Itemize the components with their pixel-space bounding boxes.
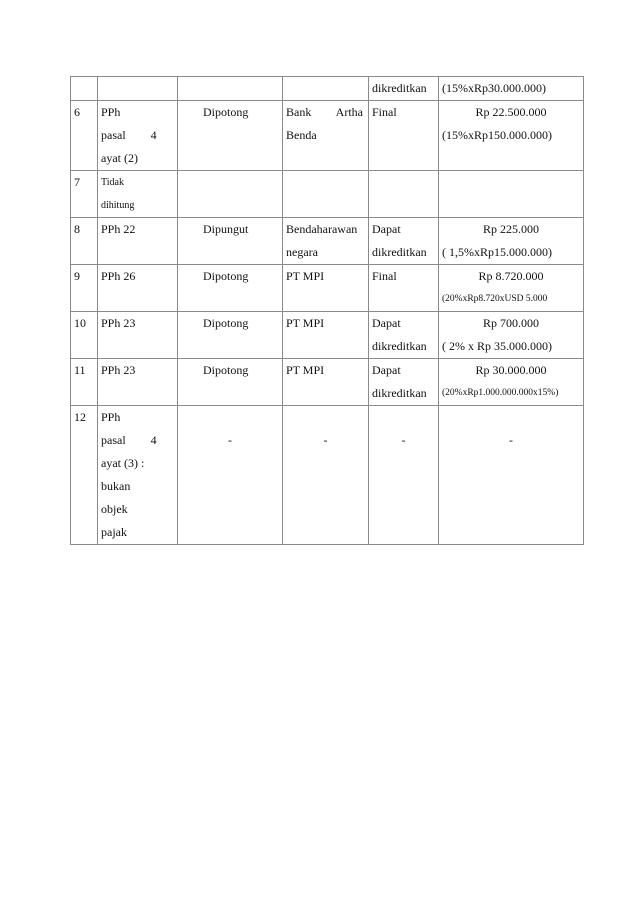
tax-type-text: pajak xyxy=(101,525,127,539)
cell-no xyxy=(71,359,98,406)
withholder-text: Bendaharawan xyxy=(286,222,358,236)
cell-jenis xyxy=(98,265,178,312)
cell-nilai xyxy=(439,218,584,265)
cell-status xyxy=(369,77,439,101)
amount-detail: ( 2% x Rp 35.000.000) xyxy=(442,339,552,353)
amount-detail: (15%xRp30.000.000) xyxy=(442,81,546,95)
tax-type-text: pasal 4 xyxy=(101,433,157,447)
cell-perlakuan xyxy=(178,406,283,545)
cell-pemotong xyxy=(283,171,369,218)
cell-jenis xyxy=(98,359,178,406)
status-text: Dapat xyxy=(372,316,401,330)
cell-pemotong xyxy=(283,359,369,406)
cell-perlakuan xyxy=(178,265,283,312)
withholder-text: PT MPI xyxy=(286,363,325,377)
tax-type-text: PPh 23 xyxy=(101,316,136,330)
cell-perlakuan xyxy=(178,77,283,101)
table-row xyxy=(71,218,584,265)
table-row xyxy=(71,101,584,171)
cell-pemotong xyxy=(283,218,369,265)
cell-nilai xyxy=(439,312,584,359)
cell-status xyxy=(369,101,439,171)
cell-no xyxy=(71,77,98,101)
row-number: 11 xyxy=(74,363,86,377)
treatment-text: Dipungut xyxy=(203,222,249,236)
table-row xyxy=(71,171,584,218)
treatment-text: Dipotong xyxy=(203,316,249,330)
cell-pemotong xyxy=(283,101,369,171)
cell-jenis xyxy=(98,406,178,545)
withholder-text: Bank Artha xyxy=(286,105,363,119)
cell-pemotong xyxy=(283,77,369,101)
cell-pemotong xyxy=(283,312,369,359)
cell-no xyxy=(71,406,98,545)
treatment-text: Dipotong xyxy=(203,363,249,377)
row-number: 7 xyxy=(74,175,80,189)
tax-type-text: PPh xyxy=(101,105,121,119)
cell-jenis xyxy=(98,77,178,101)
cell-no xyxy=(71,218,98,265)
treatment-text: - xyxy=(228,433,232,447)
tax-type-text: bukan xyxy=(101,479,131,493)
tax-type-text: PPh 22 xyxy=(101,222,136,236)
tax-table xyxy=(70,76,584,545)
status-text: Final xyxy=(372,105,397,119)
status-text: Dapat xyxy=(372,363,401,377)
status-text: - xyxy=(401,433,406,447)
cell-perlakuan xyxy=(178,312,283,359)
status-text: dikreditkan xyxy=(372,245,427,259)
amount-detail: ( 1,5%xRp15.000.000) xyxy=(442,245,552,259)
cell-status xyxy=(369,265,439,312)
amount-detail: (15%xRp150.000.000) xyxy=(442,128,552,142)
cell-nilai xyxy=(439,101,584,171)
cell-perlakuan xyxy=(178,171,283,218)
tax-type-text: PPh xyxy=(101,410,121,424)
amount-text: Rp 30.000.000 xyxy=(475,363,547,377)
cell-no xyxy=(71,265,98,312)
status-text: dikreditkan xyxy=(372,386,427,400)
withholder-text: Benda xyxy=(286,128,317,142)
tax-type-text: PPh 26 xyxy=(101,269,136,283)
amount-text: Rp 8.720.000 xyxy=(478,269,544,283)
cell-jenis xyxy=(98,218,178,265)
row-number: 8 xyxy=(74,222,80,236)
withholder-text: - xyxy=(323,433,328,447)
withholder-text: PT MPI xyxy=(286,316,325,330)
cell-perlakuan xyxy=(178,359,283,406)
cell-status xyxy=(369,406,439,545)
cell-no xyxy=(71,101,98,171)
row-number: 6 xyxy=(74,105,80,119)
tax-type-text: ayat (3) : xyxy=(101,456,145,470)
tax-type-text: Tidak xyxy=(101,177,124,188)
tax-type-text: PPh 23 xyxy=(101,363,136,377)
withholder-text: negara xyxy=(286,245,318,259)
row-number: 12 xyxy=(74,410,86,424)
cell-jenis xyxy=(98,171,178,218)
cell-nilai xyxy=(439,359,584,406)
tax-type-text: objek xyxy=(101,502,128,516)
cell-perlakuan xyxy=(178,218,283,265)
cell-status xyxy=(369,171,439,218)
cell-jenis xyxy=(98,312,178,359)
table-row xyxy=(71,77,584,101)
status-text: Dapat xyxy=(372,222,401,236)
cell-status xyxy=(369,218,439,265)
cell-no xyxy=(71,312,98,359)
treatment-text: Dipotong xyxy=(203,105,249,119)
amount-text: - xyxy=(509,433,513,447)
cell-nilai xyxy=(439,406,584,545)
row-number: 9 xyxy=(74,269,80,283)
table-row xyxy=(71,406,584,545)
tax-type-text: pasal 4 xyxy=(101,128,157,142)
withholder-text: PT MPI xyxy=(286,269,325,283)
cell-status xyxy=(369,312,439,359)
treatment-text: Dipotong xyxy=(203,269,249,283)
status-text: dikreditkan xyxy=(372,339,427,353)
table-row xyxy=(71,265,584,312)
table-row xyxy=(71,312,584,359)
amount-text: Rp 22.500.000 xyxy=(475,105,547,119)
tax-type-text: ayat (2) xyxy=(101,151,138,165)
status-text: Final xyxy=(372,269,397,283)
cell-status xyxy=(369,359,439,406)
amount-detail: (20%xRp8.720xUSD 5.000 xyxy=(442,294,548,304)
cell-nilai xyxy=(439,265,584,312)
status-text: dikreditkan xyxy=(372,81,427,95)
cell-nilai xyxy=(439,171,584,218)
cell-pemotong xyxy=(283,406,369,545)
table-row xyxy=(71,359,584,406)
cell-nilai xyxy=(439,77,584,101)
amount-detail: (20%xRp1.000.000.000x15%) xyxy=(442,388,559,398)
amount-text: Rp 700.000 xyxy=(482,316,539,330)
amount-text: Rp 225.000 xyxy=(482,222,539,236)
cell-pemotong xyxy=(283,265,369,312)
cell-perlakuan xyxy=(178,101,283,171)
cell-jenis xyxy=(98,101,178,171)
row-number: 10 xyxy=(74,316,86,330)
tax-type-text: dihitung xyxy=(101,200,135,211)
cell-no xyxy=(71,171,98,218)
